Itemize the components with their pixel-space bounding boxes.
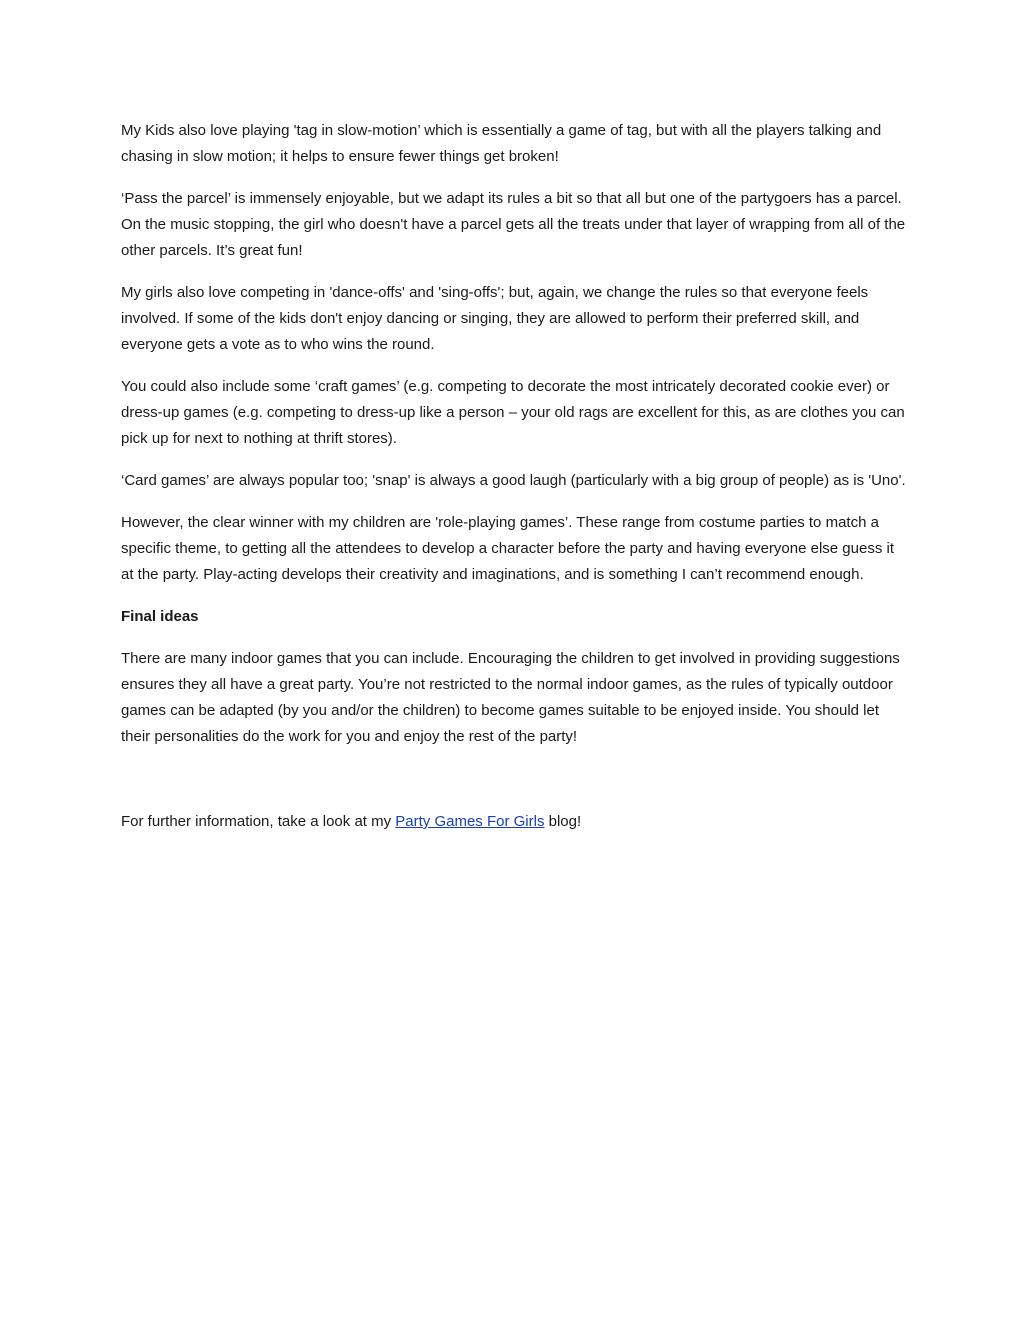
closing-text-before: For further information, take a look at my — [121, 813, 396, 830]
paragraph-pass-the-parcel: ‘Pass the parcel’ is immensely enjoyable, but we adapt its rules a bit so that all but one of the partygoers has a parcel. On the music stopping, the girl who doesn't have a parcel gets all the treats under that layer of wrapping from all of the other parcels. It’s great fun! — [121, 190, 906, 259]
closing-text-after: blog! — [544, 813, 582, 830]
section-heading: Final ideas — [121, 608, 199, 625]
paragraph-dance-offs: My girls also love competing in 'dance-offs' and 'sing-offs'; but, again, we change the rules so that everyone feels involved. If some of the kids don't enjoy dancing or singing, they are allowed to perform their preferred skill, and everyone gets a vote as to who wins the round. — [121, 284, 869, 353]
paragraph-tag-slow-motion: My Kids also love playing 'tag in slow-motion’ which is essentially a game of tag, but with all the players talking and chasing in slow motion; it helps to ensure fewer things get broken! — [121, 122, 882, 165]
party-games-blog-link[interactable]: Party Games For Girls — [395, 813, 545, 830]
paragraph-craft-games: You could also include some ‘craft games’ (e.g. competing to decorate the most intricately decorated cookie ever) or dress-up games (e.g. competing to dress-up like a person – your old rags are excellent for this, as are clothes you can pick up for next to nothing at thrift stores). — [121, 378, 905, 447]
paragraph-role-playing: However, the clear winner with my children are 'role-playing games’. These range from costume parties to match a specific theme, to getting all the attendees to develop a character before the party and having everyone else guess it at the party. Play-acting develops their creativity and imaginations, and is something I can’t recommend enough. — [121, 514, 894, 583]
paragraph-card-games: ‘Card games’ are always popular too; 'snap' is always a good laugh (particularly with a big group of people) as is 'Uno'. — [121, 472, 906, 489]
document-body — [121, 118, 907, 851]
closing-line — [121, 809, 907, 835]
paragraph-final-ideas: There are many indoor games that you can include. Encouraging the children to get involved in providing suggestions ensures they all have a great party. You’re not restricted to the normal indoor games, as the rules of typically outdoor games can be adapted (by you and/or the children) to become games suitable to be enjoyed inside. You should let their personalities do the work for you and enjoy the rest of the party! — [121, 650, 900, 745]
